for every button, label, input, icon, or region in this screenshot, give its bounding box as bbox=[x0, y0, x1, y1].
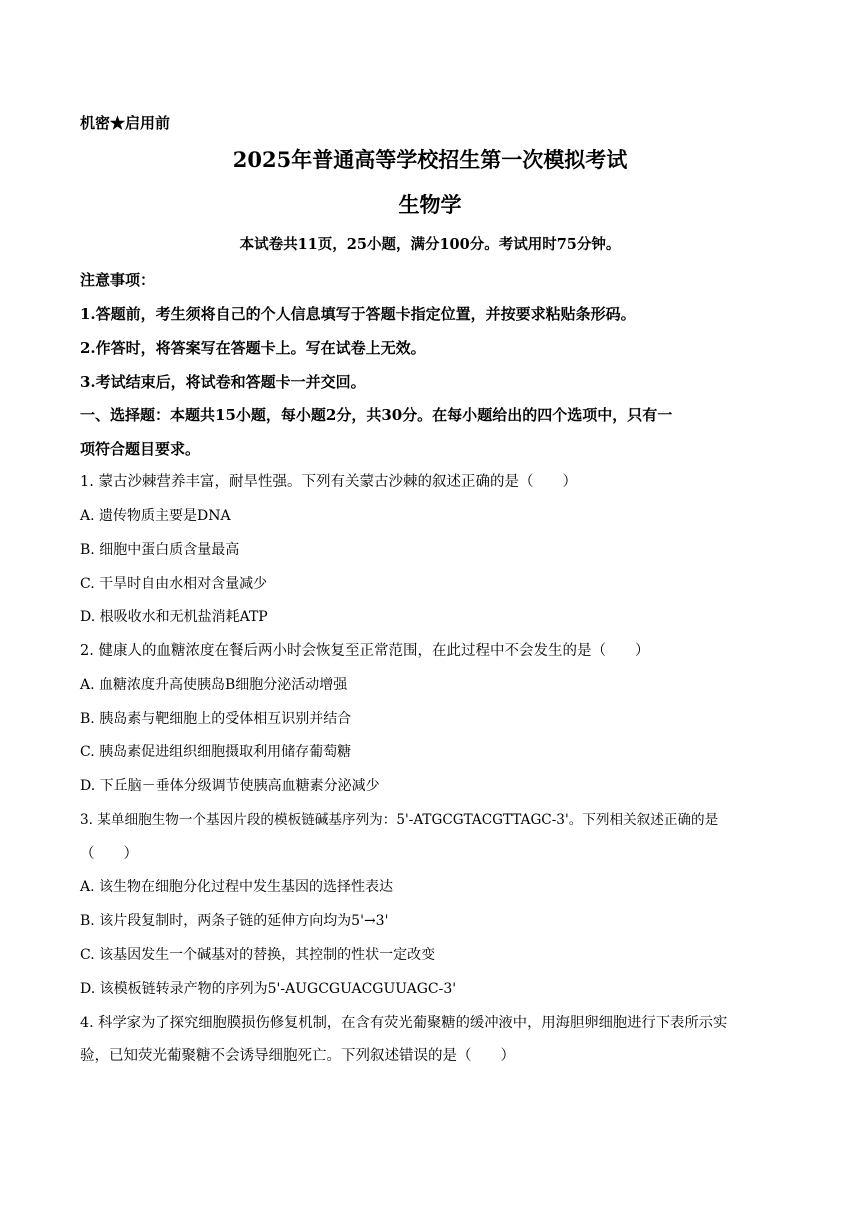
section-instruction: 一、选择题：本题共15小题，每小题2分，共30分。在每小题给出的四个选项中，只有一 bbox=[80, 406, 673, 424]
question-3-option-d: D. 该模板链转录产物的序列为5'-AUGCGUACGUUAGC-3' bbox=[80, 981, 457, 997]
question-1-option-a: A. 遗传物质主要是DNA bbox=[80, 508, 231, 524]
notice-item: 2.作答时，将答案写在答题卡上。写在试卷上无效。 bbox=[80, 339, 426, 357]
question-3-option-c: C. 该基因发生一个碱基对的替换，其控制的性状一定改变 bbox=[80, 947, 436, 963]
question-3-stem: 3. 某单细胞生物一个基因片段的模板链碱基序列为：5'-ATGCGTACGTTAGC-3'。下列相关叙述正确的是 bbox=[80, 812, 719, 828]
question-2-stem: 2. 健康人的血糖浓度在餐后两小时会恢复至正常范围，在此过程中不会发生的是（ ） bbox=[80, 643, 650, 659]
question-2-option-b: B. 胰岛素与靶细胞上的受体相互识别并结合 bbox=[80, 711, 352, 727]
question-2-option-d: D. 下丘脑－垂体分级调节使胰高血糖素分泌减少 bbox=[80, 778, 380, 794]
question-4-stem-cont: 验，已知荧光葡聚糖不会诱导细胞死亡。下列叙述错误的是（ ） bbox=[80, 1048, 515, 1064]
question-2-option-c: C. 胰岛素促进组织细胞摄取利用储存葡萄糖 bbox=[80, 744, 352, 760]
question-1-stem: 1. 蒙古沙棘营养丰富，耐旱性强。下列有关蒙古沙棘的叙述正确的是（ ） bbox=[80, 474, 577, 490]
subject-title: 生物学 bbox=[398, 192, 462, 217]
question-1-option-b: B. 细胞中蛋白质含量最高 bbox=[80, 542, 240, 558]
notice-heading: 注意事项： bbox=[80, 271, 156, 289]
exam-title: 2025年普通高等学校招生第一次模拟考试 bbox=[232, 147, 628, 172]
question-2-option-a: A. 血糖浓度升高使胰岛B细胞分泌活动增强 bbox=[80, 677, 348, 693]
question-3-option-b: B. 该片段复制时，两条子链的延伸方向均为5'→3' bbox=[80, 913, 389, 929]
notice-item: 3.考试结束后，将试卷和答题卡一并交回。 bbox=[80, 373, 366, 391]
question-1-option-d: D. 根吸收水和无机盐消耗ATP bbox=[80, 609, 268, 625]
question-3-stem-cont: （ ） bbox=[80, 846, 138, 862]
notice-item: 1.答题前，考生须将自己的个人信息填写于答题卡指定位置，并按要求粘贴条形码。 bbox=[80, 305, 636, 323]
question-4-stem: 4. 科学家为了探究细胞膜损伤修复机制，在含有荧光葡聚糖的缓冲液中，用海胆卵细胞进行下表所示实 bbox=[80, 1015, 728, 1031]
confidential-label: 机密★启用前 bbox=[80, 114, 171, 132]
section-instruction-cont: 项符合题目要求。 bbox=[80, 440, 201, 458]
question-3-option-a: A. 该生物在细胞分化过程中发生基因的选择性表达 bbox=[80, 879, 394, 895]
exam-info: 本试卷共11页，25小题，满分100分。考试用时75分钟。 bbox=[239, 236, 621, 253]
question-1-option-c: C. 干旱时自由水相对含量减少 bbox=[80, 576, 268, 592]
